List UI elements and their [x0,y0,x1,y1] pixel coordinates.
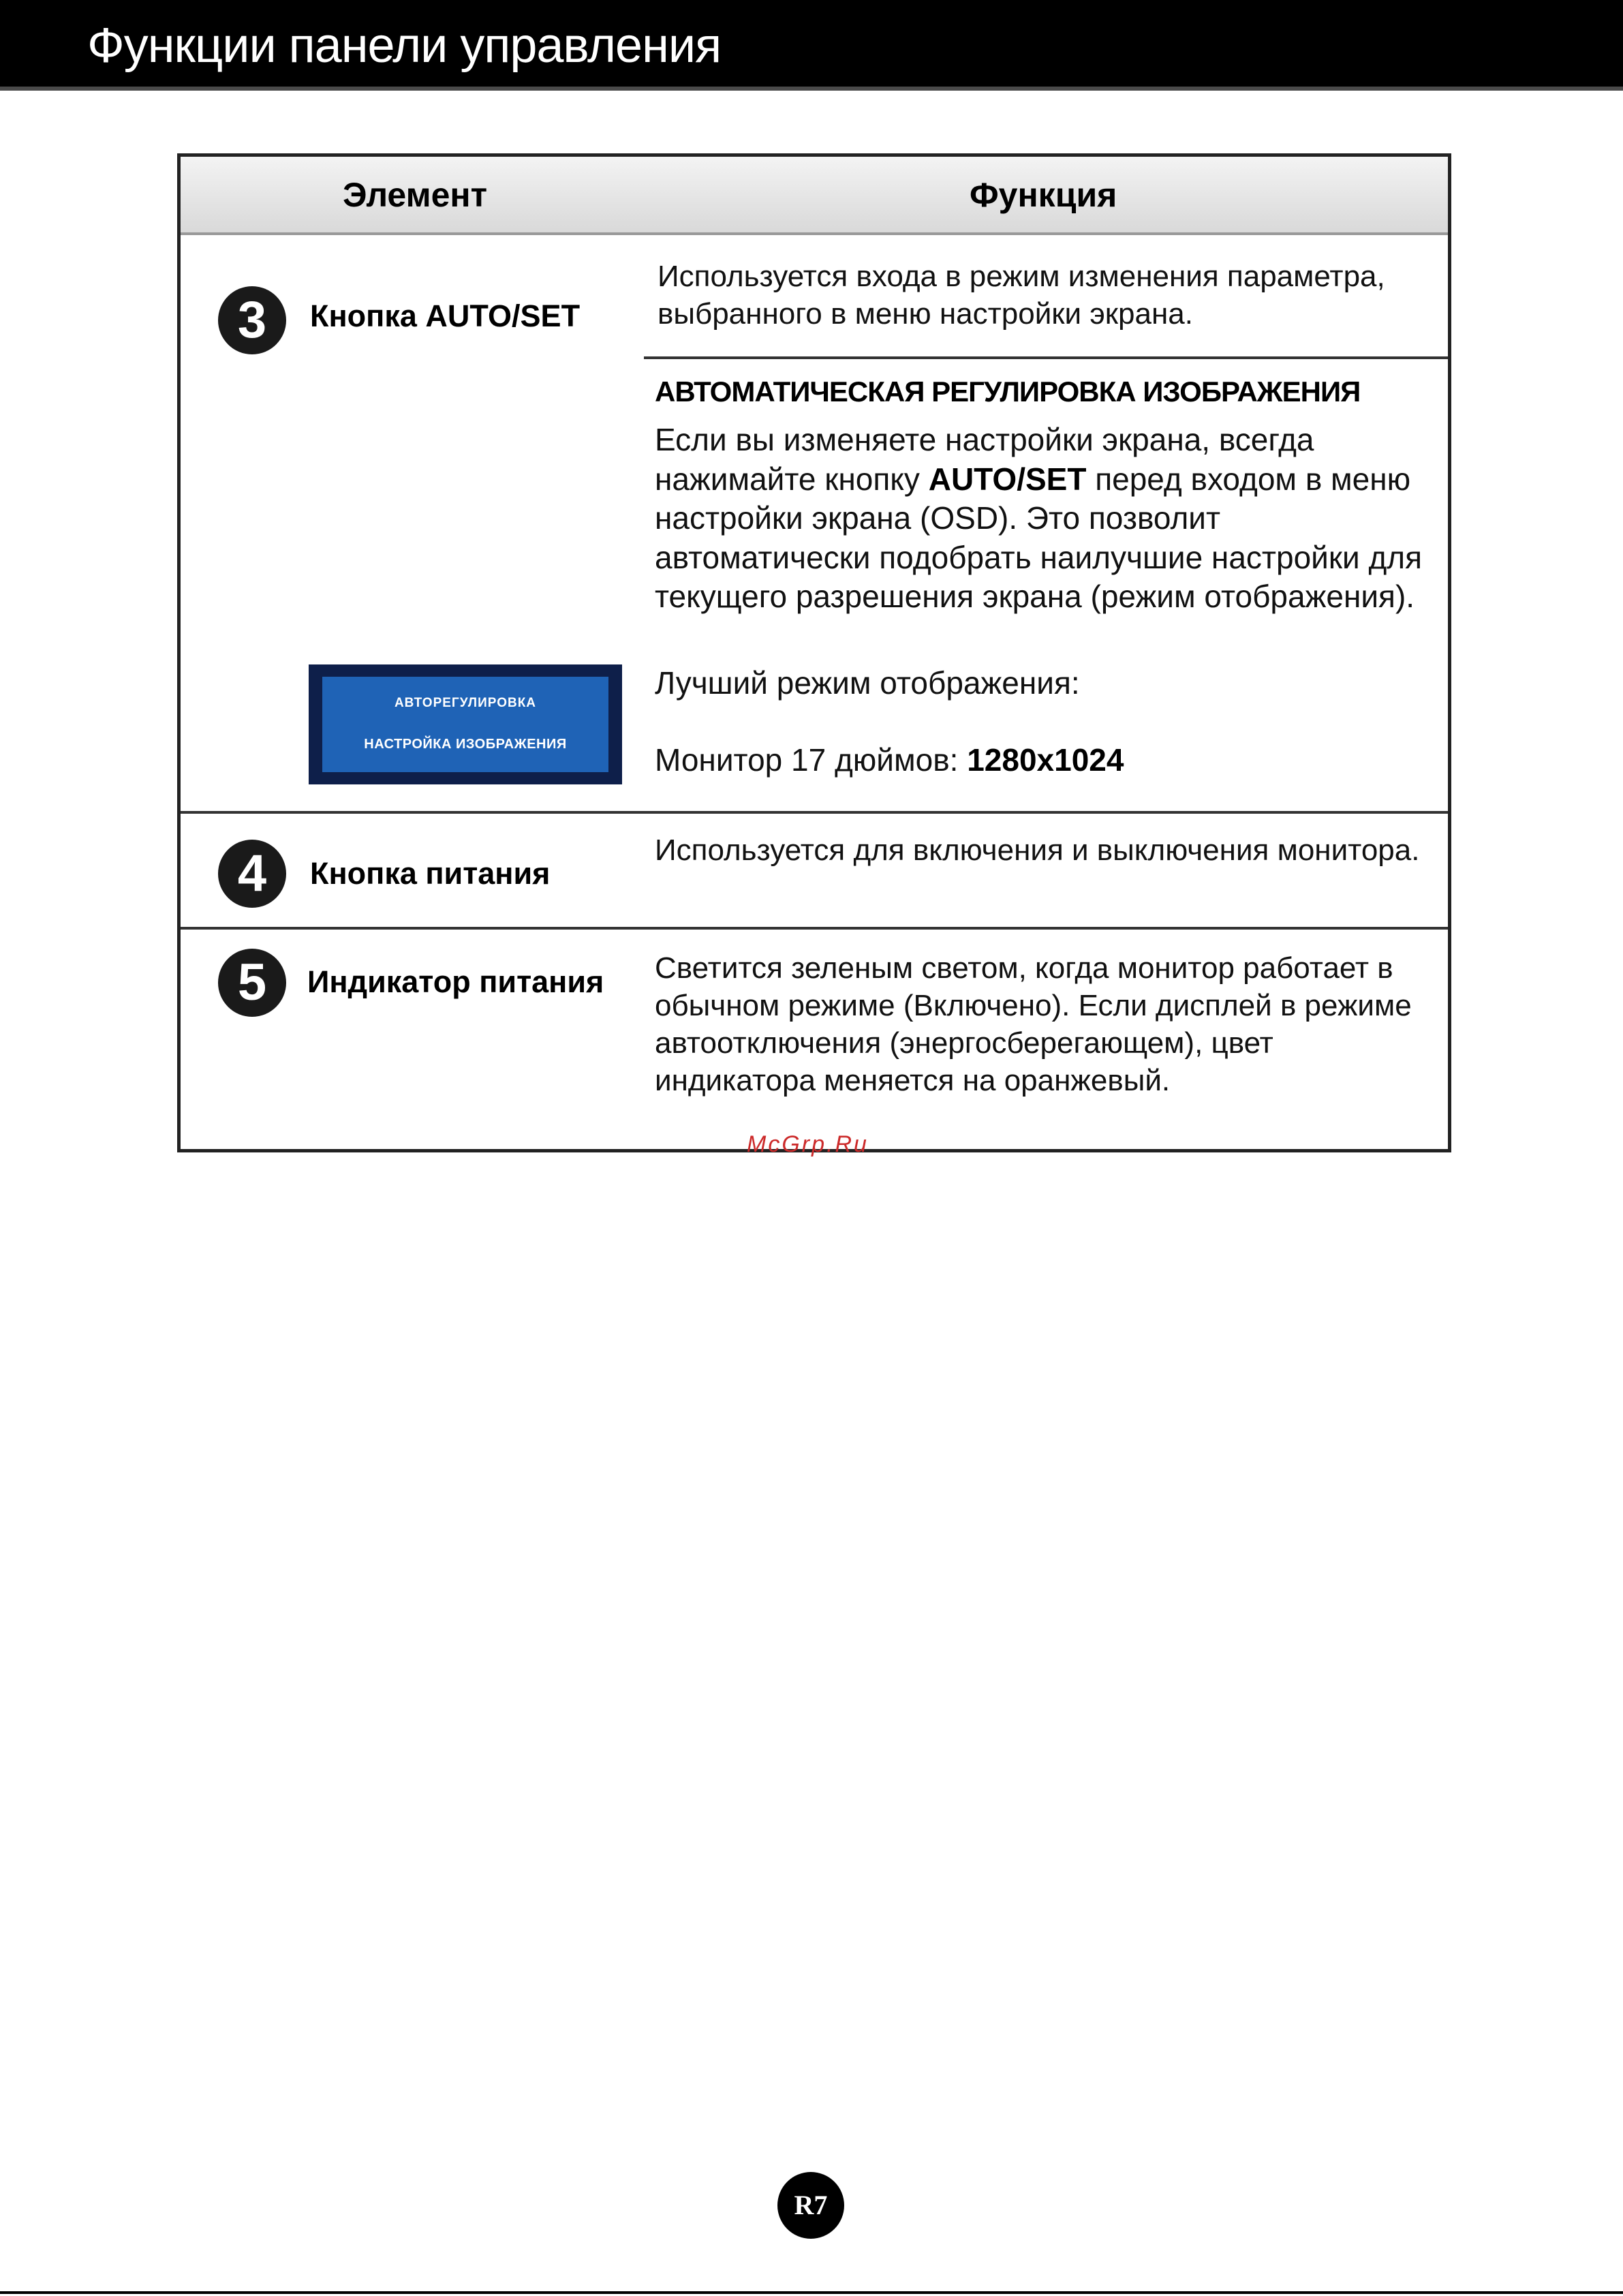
auto-adjust-description [655,420,1438,617]
auto-adjust-heading: АВТОМАТИЧЕСКАЯ РЕГУЛИРОВКА ИЗОБРАЖЕНИЯ [655,376,1361,408]
element-label-auto-set: Кнопка AUTO/SET [310,299,581,333]
resolution-value: 1280x1024 [967,742,1124,778]
element-label-power-button: Кнопка питания [310,856,551,891]
number-badge-5: 5 [218,949,286,1017]
number-badge-4: 4 [218,840,286,908]
power-button-function-text: Используется для включения и выключения монитора. [655,833,1420,867]
row-divider [181,927,1448,930]
number-badge-3: 3 [218,286,286,354]
description-text-start: Если вы изменяете настройки экрана, всегда нажимайте кнопку [655,422,1314,497]
page-number-badge: R7 [777,2172,844,2239]
osd-subtitle: НАСТРОЙКА ИЗОБРАЖЕНИЯ [364,737,567,752]
osd-screenshot [309,664,622,784]
table-header [181,157,1448,235]
monitor-label: Монитор 17 дюймов: [655,742,968,778]
header-bar [0,0,1623,91]
auto-set-keyword: AUTO/SET [928,461,1087,497]
bottom-rule [0,2291,1623,2294]
osd-panel [322,677,608,772]
page-title: Функции панели управления [87,18,722,73]
element-label-power-indicator: Индикатор питания [307,964,604,999]
auto-set-function-text: Используется входа в режим изменения параметра, выбранного в меню настройки экрана. [658,260,1385,331]
watermark: McGrp.Ru [747,1131,869,1157]
osd-title: АВТОРЕГУЛИРОВКА [394,696,537,710]
best-mode-label: Лучший режим отображения: [655,665,1080,701]
row-divider [181,811,1448,814]
monitor-resolution [655,741,1438,780]
column-header-function: Функция [970,176,1117,214]
power-indicator-function-text: Светится зеленым светом, когда монитор работает в обычном режиме (Включено). Если дисплей в режиме автоотключения (энергосберегающем), цвет индикатора меняется на оранжевый. [655,951,1412,1097]
control-functions-table [177,153,1451,1152]
description-text-end: перед входом в меню настройки экрана (OSD). Это позволит автоматически подобрать наилучшие настройки для текущего разрешения экрана (режим отображения). [655,461,1423,614]
column-header-element: Элемент [343,176,488,214]
row-divider [644,356,1448,359]
